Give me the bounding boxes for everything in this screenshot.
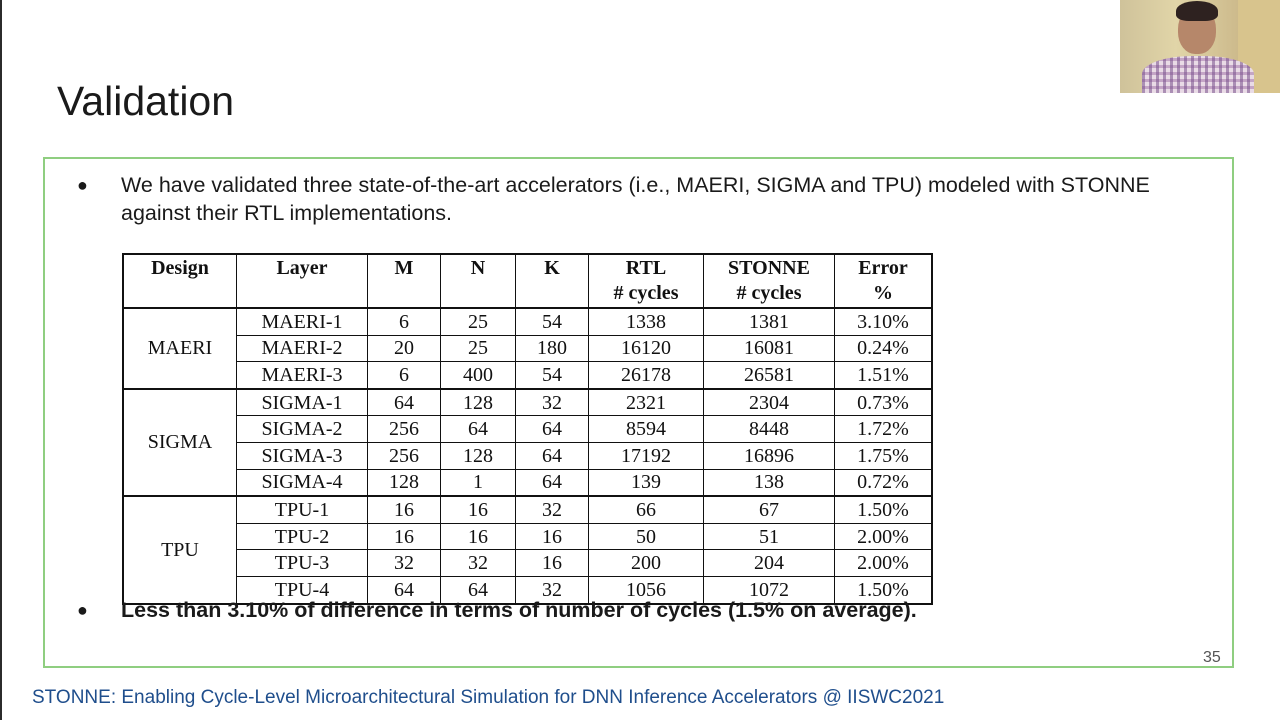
header-error-line2: % (873, 282, 893, 304)
cell-error: 1.51% (835, 362, 933, 389)
table-row (123, 523, 932, 550)
cell-n: 128 (441, 389, 516, 416)
presenter-webcam (1120, 0, 1280, 93)
presenter-shirt (1142, 56, 1254, 93)
cell-layer: TPU-1 (237, 496, 368, 523)
cell-m: 32 (368, 550, 441, 577)
bullet-dot-icon: ● (77, 175, 88, 195)
cell-stonne: 1072 (704, 576, 835, 603)
header-error (835, 254, 933, 308)
cell-error: 2.00% (835, 550, 933, 577)
cell-m: 16 (368, 523, 441, 550)
cell-stonne: 16081 (704, 335, 835, 362)
cell-n: 128 (441, 442, 516, 469)
cell-m: 6 (368, 362, 441, 389)
cell-n: 64 (441, 576, 516, 603)
header-k: K (516, 254, 589, 308)
header-rtl-line2: # cycles (613, 282, 679, 304)
page-number: 35 (1203, 649, 1221, 666)
cell-stonne: 26581 (704, 362, 835, 389)
design-cell: SIGMA (123, 389, 237, 496)
cell-stonne: 8448 (704, 416, 835, 443)
presenter-hair (1176, 1, 1218, 21)
table-row (123, 389, 932, 416)
header-n: N (441, 254, 516, 308)
cell-layer: MAERI-1 (237, 308, 368, 335)
table-header-row (123, 254, 932, 308)
header-stonne-cycles (704, 254, 835, 308)
cell-k: 180 (516, 335, 589, 362)
bullet-dot-icon: ● (77, 600, 88, 620)
cell-stonne: 1381 (704, 308, 835, 335)
cell-k: 32 (516, 496, 589, 523)
cell-rtl: 139 (589, 469, 704, 496)
cell-error: 1.75% (835, 442, 933, 469)
header-error-line1: Error (858, 257, 908, 279)
header-rtl-line1: RTL (625, 257, 667, 279)
cell-n: 64 (441, 416, 516, 443)
cell-k: 16 (516, 523, 589, 550)
cell-rtl: 8594 (589, 416, 704, 443)
cell-stonne: 138 (704, 469, 835, 496)
cell-rtl: 50 (589, 523, 704, 550)
header-design: Design (123, 254, 237, 308)
design-cell: MAERI (123, 308, 237, 389)
cell-stonne: 16896 (704, 442, 835, 469)
cell-rtl: 1338 (589, 308, 704, 335)
cell-n: 1 (441, 469, 516, 496)
cell-layer: TPU-2 (237, 523, 368, 550)
cell-n: 32 (441, 550, 516, 577)
cell-k: 16 (516, 550, 589, 577)
cell-error: 2.00% (835, 523, 933, 550)
cell-m: 64 (368, 389, 441, 416)
table-row (123, 469, 932, 496)
cell-layer: SIGMA-1 (237, 389, 368, 416)
cell-layer: SIGMA-2 (237, 416, 368, 443)
cell-n: 25 (441, 308, 516, 335)
validation-table (122, 253, 933, 605)
header-stonne-line1: STONNE (728, 257, 810, 279)
cell-m: 256 (368, 416, 441, 443)
cell-rtl: 2321 (589, 389, 704, 416)
table-row (123, 442, 932, 469)
header-stonne-line2: # cycles (736, 282, 802, 304)
header-rtl-cycles (589, 254, 704, 308)
cell-m: 16 (368, 496, 441, 523)
cell-rtl: 66 (589, 496, 704, 523)
table-row (123, 496, 932, 523)
header-m: M (368, 254, 441, 308)
design-cell: TPU (123, 496, 237, 603)
table-row (123, 550, 932, 577)
cell-m: 256 (368, 442, 441, 469)
table-row (123, 308, 932, 335)
cell-n: 400 (441, 362, 516, 389)
cell-layer: MAERI-3 (237, 362, 368, 389)
cell-stonne: 2304 (704, 389, 835, 416)
cell-stonne: 204 (704, 550, 835, 577)
slide-title: Validation (57, 78, 235, 124)
cell-m: 6 (368, 308, 441, 335)
cell-k: 64 (516, 416, 589, 443)
cell-error: 3.10% (835, 308, 933, 335)
cell-n: 16 (441, 496, 516, 523)
window-left-edge (0, 0, 2, 720)
cell-error: 0.24% (835, 335, 933, 362)
cell-m: 128 (368, 469, 441, 496)
cell-rtl: 16120 (589, 335, 704, 362)
cell-n: 16 (441, 523, 516, 550)
bullet-text: Less than 3.10% of difference in terms of number of cycles (1.5% on average). (121, 598, 917, 622)
header-layer: Layer (237, 254, 368, 308)
cell-k: 54 (516, 362, 589, 389)
cell-rtl: 1056 (589, 576, 704, 603)
table-row (123, 362, 932, 389)
cell-k: 32 (516, 576, 589, 603)
cell-m: 20 (368, 335, 441, 362)
cell-stonne: 67 (704, 496, 835, 523)
cell-rtl: 26178 (589, 362, 704, 389)
cell-error: 1.50% (835, 496, 933, 523)
bullet-text: We have validated three state-of-the-art accelerators (i.e., MAERI, SIGMA and TPU) modeled with STONNE against their RTL implementations. (121, 173, 1150, 225)
cell-rtl: 200 (589, 550, 704, 577)
cell-error: 0.73% (835, 389, 933, 416)
table-row (123, 416, 932, 443)
cell-n: 25 (441, 335, 516, 362)
table-row (123, 335, 932, 362)
cell-stonne: 51 (704, 523, 835, 550)
footer-citation: STONNE: Enabling Cycle-Level Microarchitectural Simulation for DNN Inference Accelerators @ IISWC2021 (32, 687, 945, 708)
cell-layer: MAERI-2 (237, 335, 368, 362)
cell-rtl: 17192 (589, 442, 704, 469)
cell-layer: TPU-4 (237, 576, 368, 603)
cell-layer: SIGMA-4 (237, 469, 368, 496)
cell-layer: TPU-3 (237, 550, 368, 577)
cell-error: 1.50% (835, 576, 933, 603)
cell-error: 0.72% (835, 469, 933, 496)
cell-k: 54 (516, 308, 589, 335)
cell-m: 64 (368, 576, 441, 603)
cell-layer: SIGMA-3 (237, 442, 368, 469)
cell-k: 64 (516, 442, 589, 469)
cell-k: 64 (516, 469, 589, 496)
cell-error: 1.72% (835, 416, 933, 443)
cell-k: 32 (516, 389, 589, 416)
